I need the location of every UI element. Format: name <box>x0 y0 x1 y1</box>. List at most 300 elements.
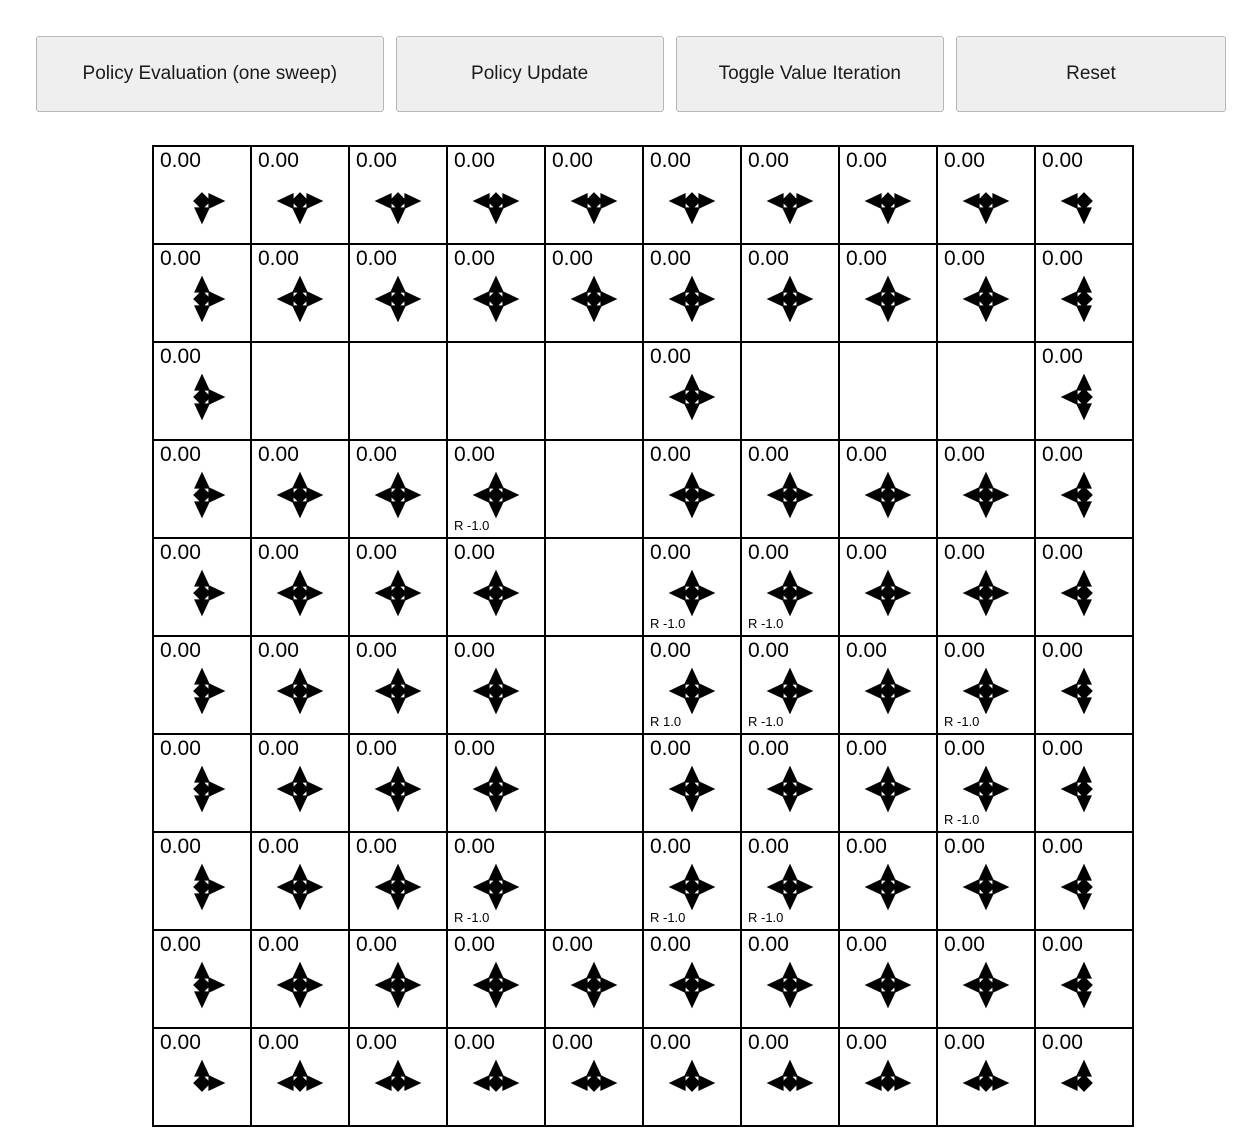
arrow-hub-icon <box>782 781 798 797</box>
grid-cell-inner <box>742 735 838 831</box>
arrow-up-icon <box>1077 669 1091 684</box>
grid-cell[interactable] <box>643 146 741 244</box>
grid-cell[interactable] <box>839 146 937 244</box>
cell-value: 0.00 <box>1042 345 1083 368</box>
cell-value: 0.00 <box>1042 541 1083 564</box>
grid-cell[interactable] <box>545 244 643 342</box>
policy-arrows <box>644 1057 740 1109</box>
grid-cell[interactable] <box>839 930 937 1028</box>
arrow-up-icon <box>391 767 405 782</box>
arrow-down-icon <box>881 306 895 321</box>
arrow-down-icon <box>489 992 503 1007</box>
policy-arrows <box>350 959 446 1011</box>
arrow-left-icon <box>866 684 881 698</box>
grid-cell[interactable] <box>545 146 643 244</box>
grid-cell[interactable] <box>643 244 741 342</box>
arrow-left-icon <box>376 978 391 992</box>
policy-arrows <box>938 469 1034 521</box>
arrow-down-icon <box>881 502 895 517</box>
arrow-right-icon <box>601 978 616 992</box>
arrow-left-icon <box>768 1076 783 1090</box>
grid-cell[interactable] <box>1035 930 1133 1028</box>
arrow-down-icon <box>587 306 601 321</box>
policy-arrows <box>350 665 446 717</box>
cell-reward: R -1.0 <box>748 714 784 729</box>
policy-arrows <box>840 665 936 717</box>
cell-value: 0.00 <box>748 443 789 466</box>
grid-cell[interactable] <box>545 1028 643 1126</box>
arrow-right-icon <box>503 880 518 894</box>
cell-value: 0.00 <box>160 933 201 956</box>
arrow-hub-icon <box>880 1075 896 1091</box>
grid-cell-blocked <box>545 342 643 440</box>
grid-cell[interactable] <box>251 440 349 538</box>
arrow-hub-icon <box>390 487 406 503</box>
arrow-up-icon <box>685 571 699 586</box>
arrow-right-icon <box>405 978 420 992</box>
cell-value: 0.00 <box>258 1031 299 1054</box>
arrow-hub-icon <box>684 781 700 797</box>
grid-cell[interactable] <box>741 636 839 734</box>
arrow-right-icon <box>699 684 714 698</box>
grid-cell[interactable] <box>349 636 447 734</box>
arrow-up-icon <box>685 669 699 684</box>
grid-cell-inner <box>252 539 348 635</box>
arrow-hub-icon <box>1076 977 1092 993</box>
arrow-down-icon <box>783 796 797 811</box>
grid-cell-inner <box>350 147 446 243</box>
policy-arrows <box>1036 959 1132 1011</box>
arrow-hub-icon <box>880 879 896 895</box>
grid-cell[interactable] <box>741 538 839 636</box>
grid-cell-inner <box>448 441 544 537</box>
grid-cell-inner <box>448 735 544 831</box>
arrow-down-icon <box>587 992 601 1007</box>
grid-cell[interactable] <box>839 244 937 342</box>
grid-cell[interactable] <box>839 636 937 734</box>
policy-arrows <box>742 175 838 227</box>
grid-cell-inner <box>938 931 1034 1027</box>
grid-cell[interactable] <box>251 734 349 832</box>
policy-arrows <box>252 1057 348 1109</box>
grid-cell-inner <box>448 1029 544 1125</box>
arrow-right-icon <box>699 782 714 796</box>
arrow-down-icon <box>1077 306 1091 321</box>
arrow-hub-icon <box>292 879 308 895</box>
arrow-up-icon <box>1077 473 1091 488</box>
grid-cell[interactable] <box>153 832 251 930</box>
grid-cell[interactable] <box>643 636 741 734</box>
arrow-hub-icon <box>194 781 210 797</box>
cell-value: 0.00 <box>846 247 887 270</box>
grid-cell[interactable] <box>741 440 839 538</box>
grid-cell[interactable] <box>153 342 251 440</box>
policy-arrows <box>252 469 348 521</box>
grid-cell[interactable] <box>643 538 741 636</box>
arrow-right-icon <box>797 194 812 208</box>
arrow-hub-icon <box>292 193 308 209</box>
arrow-up-icon <box>979 571 993 586</box>
arrow-right-icon <box>503 684 518 698</box>
arrow-down-icon <box>195 796 209 811</box>
arrow-right-icon <box>209 194 224 208</box>
grid-cell-inner <box>350 1029 446 1125</box>
grid-row <box>153 538 1133 636</box>
arrow-hub-icon <box>488 683 504 699</box>
arrow-left-icon <box>474 586 489 600</box>
grid-cell[interactable] <box>153 440 251 538</box>
arrow-down-icon <box>1077 796 1091 811</box>
grid-cell[interactable] <box>937 244 1035 342</box>
arrow-left-icon <box>376 1076 391 1090</box>
cell-reward: R -1.0 <box>944 714 980 729</box>
grid-cell[interactable] <box>447 1028 545 1126</box>
grid-cell[interactable] <box>839 734 937 832</box>
arrow-down-icon <box>783 306 797 321</box>
arrow-up-icon <box>293 1061 307 1076</box>
grid-cell-inner <box>252 441 348 537</box>
arrow-right-icon <box>699 880 714 894</box>
arrow-left-icon <box>768 880 783 894</box>
policy-arrows <box>154 371 250 423</box>
grid-cell-blocked <box>839 342 937 440</box>
arrow-right-icon <box>699 390 714 404</box>
grid-cell[interactable] <box>643 930 741 1028</box>
arrow-down-icon <box>881 698 895 713</box>
arrow-right-icon <box>797 684 812 698</box>
grid-cell-inner <box>644 147 740 243</box>
arrow-hub-icon <box>194 1075 210 1091</box>
cell-value: 0.00 <box>552 1031 593 1054</box>
cell-value: 0.00 <box>258 639 299 662</box>
policy-arrows <box>448 273 544 325</box>
grid-cell[interactable] <box>349 538 447 636</box>
grid-cell[interactable] <box>447 832 545 930</box>
grid-cell[interactable] <box>937 930 1035 1028</box>
grid-cell-inner <box>252 735 348 831</box>
arrow-left-icon <box>964 488 979 502</box>
grid-cell-inner <box>154 637 250 733</box>
cell-value: 0.00 <box>846 1031 887 1054</box>
arrow-left-icon <box>964 586 979 600</box>
arrow-left-icon <box>964 978 979 992</box>
cell-value: 0.00 <box>650 835 691 858</box>
grid-cell[interactable] <box>839 832 937 930</box>
arrow-hub-icon <box>978 487 994 503</box>
arrow-down-icon <box>489 600 503 615</box>
policy-arrows <box>350 763 446 815</box>
grid-cell[interactable] <box>153 930 251 1028</box>
grid-cell[interactable] <box>545 930 643 1028</box>
arrow-left-icon <box>768 292 783 306</box>
grid-cell-inner <box>252 931 348 1027</box>
grid-cell[interactable] <box>741 832 839 930</box>
grid-cell-inner <box>1036 441 1132 537</box>
grid-cell[interactable] <box>937 636 1035 734</box>
grid-cell-inner <box>154 735 250 831</box>
cell-value: 0.00 <box>160 1031 201 1054</box>
policy-arrows <box>154 665 250 717</box>
arrow-up-icon <box>195 277 209 292</box>
cell-value: 0.00 <box>356 835 397 858</box>
policy-evaluation-button[interactable]: Policy Evaluation (one sweep) <box>36 36 384 112</box>
grid-cell[interactable] <box>643 342 741 440</box>
policy-arrows <box>350 1057 446 1109</box>
grid-cell[interactable] <box>1035 342 1133 440</box>
grid-cell[interactable] <box>447 930 545 1028</box>
cell-value: 0.00 <box>1042 443 1083 466</box>
arrow-right-icon <box>797 586 812 600</box>
policy-arrows <box>350 273 446 325</box>
grid-cell-inner <box>1036 637 1132 733</box>
grid-cell[interactable] <box>937 832 1035 930</box>
cell-value: 0.00 <box>356 1031 397 1054</box>
arrow-up-icon <box>489 767 503 782</box>
policy-arrows <box>252 763 348 815</box>
grid-cell[interactable] <box>1035 832 1133 930</box>
arrow-down-icon <box>1077 698 1091 713</box>
grid-cell[interactable] <box>153 146 251 244</box>
grid-cell-inner <box>644 245 740 341</box>
cell-value: 0.00 <box>258 835 299 858</box>
cell-value: 0.00 <box>454 639 495 662</box>
arrow-right-icon <box>307 292 322 306</box>
grid-cell[interactable] <box>251 1028 349 1126</box>
grid-cell[interactable] <box>447 538 545 636</box>
policy-arrows <box>742 469 838 521</box>
grid-cell-inner <box>448 245 544 341</box>
grid-cell-blocked <box>545 538 643 636</box>
arrow-down-icon <box>783 894 797 909</box>
grid-cell-inner <box>644 539 740 635</box>
cell-value: 0.00 <box>748 1031 789 1054</box>
grid-cell-inner <box>252 637 348 733</box>
grid-cell[interactable] <box>349 930 447 1028</box>
grid-cell[interactable] <box>937 538 1035 636</box>
grid-cell[interactable] <box>1035 146 1133 244</box>
arrow-down-icon <box>195 992 209 1007</box>
grid-cell[interactable] <box>251 538 349 636</box>
grid-cell[interactable] <box>153 636 251 734</box>
policy-arrows <box>644 175 740 227</box>
arrow-left-icon <box>376 880 391 894</box>
arrow-hub-icon <box>1076 389 1092 405</box>
policy-arrows <box>938 959 1034 1011</box>
grid-cell[interactable] <box>447 734 545 832</box>
cell-value: 0.00 <box>846 149 887 172</box>
grid-cell[interactable] <box>643 440 741 538</box>
policy-arrows <box>448 1057 544 1109</box>
cell-reward: R -1.0 <box>748 616 784 631</box>
grid-cell-inner <box>742 637 838 733</box>
arrow-right-icon <box>797 488 812 502</box>
cell-reward: R -1.0 <box>650 616 686 631</box>
grid-cell-inner <box>938 245 1034 341</box>
cell-value: 0.00 <box>650 639 691 662</box>
grid-cell[interactable] <box>349 832 447 930</box>
arrow-hub-icon <box>880 683 896 699</box>
grid-row <box>153 440 1133 538</box>
grid-cell-blocked <box>545 440 643 538</box>
toggle-value-iteration-button[interactable]: Toggle Value Iteration <box>676 36 944 112</box>
arrow-hub-icon <box>684 683 700 699</box>
arrow-right-icon <box>307 194 322 208</box>
grid-cell[interactable] <box>643 1028 741 1126</box>
arrow-right-icon <box>503 488 518 502</box>
grid-row <box>153 342 1133 440</box>
arrow-hub-icon <box>1076 487 1092 503</box>
arrow-right-icon <box>993 684 1008 698</box>
grid-cell[interactable] <box>1035 538 1133 636</box>
arrow-right-icon <box>405 194 420 208</box>
grid-cell[interactable] <box>839 1028 937 1126</box>
arrow-up-icon <box>881 1061 895 1076</box>
grid-cell-inner <box>1036 147 1132 243</box>
arrow-down-icon <box>979 894 993 909</box>
arrow-left-icon <box>670 782 685 796</box>
grid-cell[interactable] <box>741 1028 839 1126</box>
grid-cell[interactable] <box>447 146 545 244</box>
arrow-down-icon <box>979 306 993 321</box>
cell-value: 0.00 <box>552 149 593 172</box>
arrow-down-icon <box>587 208 601 223</box>
cell-value: 0.00 <box>160 835 201 858</box>
arrow-left-icon <box>278 782 293 796</box>
policy-update-button[interactable]: Policy Update <box>396 36 664 112</box>
grid-cell[interactable] <box>937 734 1035 832</box>
grid-cell[interactable] <box>937 440 1035 538</box>
arrow-left-icon <box>1062 1076 1077 1090</box>
arrow-right-icon <box>993 782 1008 796</box>
arrow-hub-icon <box>390 585 406 601</box>
arrow-down-icon <box>195 698 209 713</box>
grid-cell-blocked <box>447 342 545 440</box>
grid-cell[interactable] <box>447 440 545 538</box>
cell-value: 0.00 <box>258 541 299 564</box>
grid-cell-inner <box>252 147 348 243</box>
grid-cell-inner <box>840 931 936 1027</box>
grid-cell-inner <box>350 833 446 929</box>
policy-arrows <box>1036 371 1132 423</box>
arrow-hub-icon <box>782 683 798 699</box>
grid-cell[interactable] <box>153 1028 251 1126</box>
grid-cell[interactable] <box>741 734 839 832</box>
grid-cell[interactable] <box>447 636 545 734</box>
arrow-down-icon <box>881 796 895 811</box>
grid-cell[interactable] <box>447 244 545 342</box>
grid-cell[interactable] <box>349 734 447 832</box>
arrow-up-icon <box>881 473 895 488</box>
grid-cell[interactable] <box>349 146 447 244</box>
arrow-hub-icon <box>782 291 798 307</box>
grid-cell-inner <box>840 245 936 341</box>
policy-arrows <box>742 567 838 619</box>
grid-cell[interactable] <box>153 734 251 832</box>
arrow-down-icon <box>1077 992 1091 1007</box>
grid-cell[interactable] <box>839 538 937 636</box>
grid-cell[interactable] <box>251 832 349 930</box>
grid-cell-blocked <box>251 342 349 440</box>
grid-row <box>153 636 1133 734</box>
grid-cell[interactable] <box>1035 734 1133 832</box>
grid-cell[interactable] <box>937 146 1035 244</box>
cell-value: 0.00 <box>650 443 691 466</box>
grid-cell[interactable] <box>1035 440 1133 538</box>
grid-cell[interactable] <box>741 930 839 1028</box>
arrow-right-icon <box>699 1076 714 1090</box>
grid-cell[interactable] <box>643 832 741 930</box>
arrow-down-icon <box>685 502 699 517</box>
arrow-down-icon <box>489 502 503 517</box>
grid-cell-inner <box>1036 245 1132 341</box>
grid-cell[interactable] <box>643 734 741 832</box>
grid-cell[interactable] <box>251 146 349 244</box>
arrow-down-icon <box>1077 600 1091 615</box>
cell-value: 0.00 <box>160 541 201 564</box>
grid-cell[interactable] <box>1035 636 1133 734</box>
grid-cell[interactable] <box>251 244 349 342</box>
arrow-hub-icon <box>782 585 798 601</box>
grid-cell[interactable] <box>741 244 839 342</box>
grid-cell[interactable] <box>153 538 251 636</box>
arrow-up-icon <box>195 865 209 880</box>
grid-row <box>153 1028 1133 1126</box>
arrow-up-icon <box>391 277 405 292</box>
grid-cell[interactable] <box>937 1028 1035 1126</box>
grid-cell-inner <box>840 833 936 929</box>
arrow-up-icon <box>881 277 895 292</box>
arrow-down-icon <box>489 306 503 321</box>
arrow-left-icon <box>1062 880 1077 894</box>
grid-cell-inner <box>840 637 936 733</box>
policy-arrows <box>644 861 740 913</box>
arrow-down-icon <box>685 600 699 615</box>
arrow-down-icon <box>685 894 699 909</box>
reset-button[interactable]: Reset <box>956 36 1226 112</box>
arrow-left-icon <box>474 978 489 992</box>
grid-cell[interactable] <box>251 930 349 1028</box>
policy-arrows <box>1036 763 1132 815</box>
arrow-down-icon <box>979 698 993 713</box>
grid-cell[interactable] <box>349 244 447 342</box>
arrow-left-icon <box>376 292 391 306</box>
grid-cell[interactable] <box>839 440 937 538</box>
grid-cell[interactable] <box>1035 244 1133 342</box>
grid-cell[interactable] <box>741 146 839 244</box>
grid-cell[interactable] <box>349 440 447 538</box>
arrow-right-icon <box>895 684 910 698</box>
cell-value: 0.00 <box>1042 149 1083 172</box>
cell-value: 0.00 <box>160 639 201 662</box>
grid-cell[interactable] <box>349 1028 447 1126</box>
grid-cell-inner <box>350 637 446 733</box>
arrow-hub-icon <box>880 977 896 993</box>
arrow-up-icon <box>587 1061 601 1076</box>
grid-cell[interactable] <box>153 244 251 342</box>
cell-value: 0.00 <box>650 247 691 270</box>
policy-arrows <box>350 469 446 521</box>
grid-cell-inner <box>350 931 446 1027</box>
arrow-up-icon <box>685 865 699 880</box>
grid-cell[interactable] <box>1035 1028 1133 1126</box>
arrow-hub-icon <box>782 879 798 895</box>
arrow-right-icon <box>895 194 910 208</box>
policy-arrows <box>448 763 544 815</box>
arrow-hub-icon <box>390 1075 406 1091</box>
grid-cell[interactable] <box>251 636 349 734</box>
arrow-down-icon <box>881 208 895 223</box>
grid-cell-blocked <box>937 342 1035 440</box>
